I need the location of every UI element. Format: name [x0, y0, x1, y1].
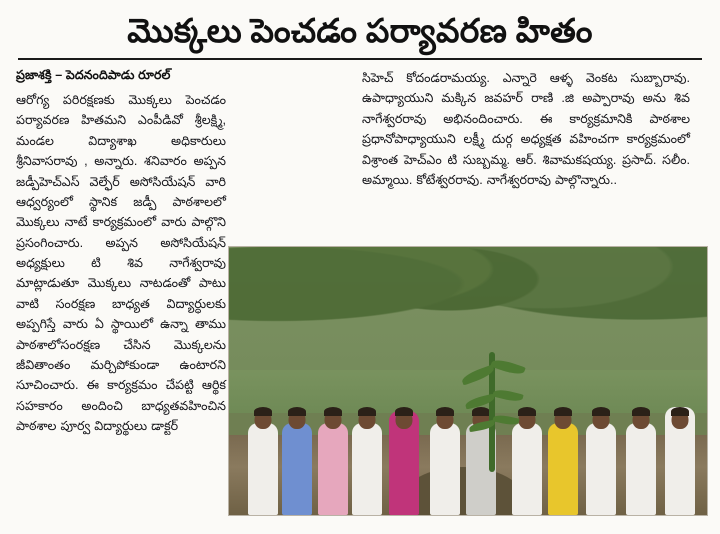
article-photo: [228, 246, 708, 516]
column-right: [362, 68, 690, 190]
byline: ప్రజాశక్తి – పెదనందిపాడు రూరల్: [16, 67, 171, 82]
page-title: మొక్కలు పెంచడం పర్యావరణ హితం: [127, 14, 593, 50]
headline-divider: [18, 58, 702, 60]
body-text-right: సిహెచ్ కోదండరామయ్య. ఎన్నారె ఆళ్ళ వెంకట సుబ్బారావు. ఉపాధ్యాయుని మక్కిన జవహర్ రాణి .జి అప్పారావు అను శివ నాగేశ్వరరావు అభినందించారు. ఈ కార్యక్రమానికి పాఠశాల ప్రధానోపాధ్యాయుని లక్ష్మీ దుర్గ అధ్యక్షత వహించగా కార్యక్రమంలో విశ్రాంత హెచ్ఎం టి సుబ్బమ్మ. ఆర్. శివామకషయ్య. ప్రసాద్. సలీం. అమ్మాయి. కోటేశ్వరరావు. నాగేశ్వరరావు పాల్గొన్నారు..: [362, 70, 690, 187]
sapling-plant: [449, 342, 539, 472]
body-text-left: ఆరోగ్య పరిరక్షణకు మొక్కలు పెంచడం పర్యావరణ హితమని ఎంపీడివో శ్రీలక్ష్మి, మండల విద్యాశాఖ అధికారులు శ్రీనివాసరావు , అన్నారు. శనివారం అప్పన జడ్పీహెచ్ఎస్ వెల్ఫేర్ అసోసియేషన్ వారి ఆధ్వర్యంలో స్థానిక జడ్పీ పాఠశాలలో మొక్కలు నాటే కార్యక్రమంలో వారు పాల్గొని ప్రసంగించారు. అప్పన అసోసియేషన్ అధ్యక్షులు టి శివ నాగేశ్వరావు మాట్లాడుతూ మొక్కలు నాటడంతో పాటు వాటి సంరక్షణ బాధ్యత విద్యార్ధులకు అప్పగిస్తే వారు ఏ స్థాయిలో ఉన్నా తాము పాఠశాలోసంరక్షణ చేసిన మొక్కలను జీవితాంతం మర్చిపోకుండా ఉంటారని సూచించారు. ఈ కార్యక్రమం చేపట్టి ఆర్థిక సహకారం అందించి బాధ్యతవహించిన పాఠశాల పూర్వ విద్యార్థులు డాక్టర్: [16, 92, 226, 434]
